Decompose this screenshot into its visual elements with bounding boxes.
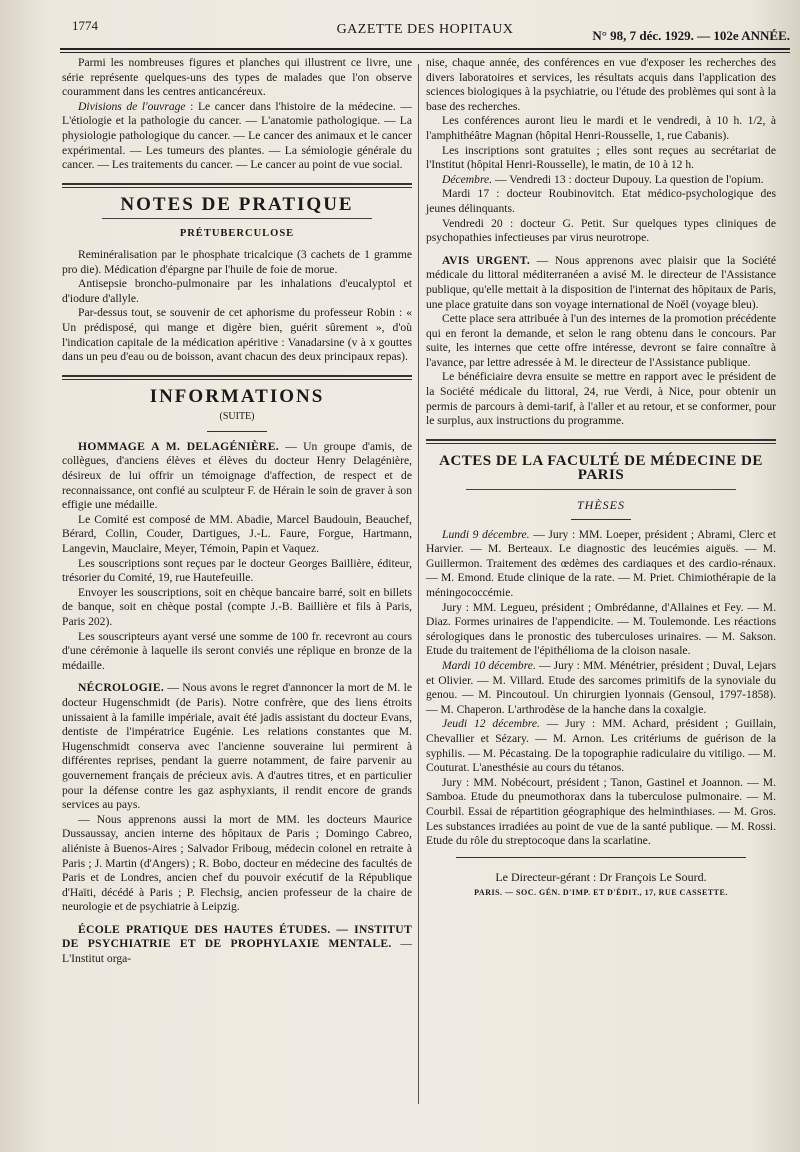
these-paragraph [426,659,776,717]
divisions-text: : Le cancer dans l'histoire de la médecine. — L'étiologie et la pathologie du cancer. — L'anatomie pathologique. — La physiologie pathologique du cancer. — Le cancer des animaux et le cancer expérimental. — Les tumeurs des plantes. — La sémiologie générale du cancer. — Les traitements du cancer. — Le cancer au point de vue social. [62,99,412,172]
notes-paragraph: Antisepsie broncho-pulmonaire par les inhalations d'eucalyptol et d'iodure d'allyle. [62,277,412,305]
avis-paragraph: Le bénéficiaire devra ensuite se mettre en rapport avec le président de la Société médicale du littoral, 24, rue Verdi, à Nice, pour obtenir un permis de parcours à demi-tarif, à l'aller et au retour, et se conformer, pour le surplus, aux instructions du programme. [426,370,776,428]
right-column [426,56,776,901]
avis-paragraph [426,254,776,312]
conference-paragraph: Les inscriptions sont gratuites ; elles sont reçues au secrétariat de l'Institut (hôpital Henri-Rousselle), le matin, de 10 à 12 h. [426,143,776,172]
these-text: — Jury : MM. Achard, président ; Guillain, Chevallier et Sézary. — M. Arnon. Les critériums de guérison de la syphilis. — M. Pécastaing. De la topographie radiculaire du vitiligo. — M. Couturat. L'anesthésie au cours du tétanos. [426,717,777,775]
avis-label: AVIS URGENT. [442,253,531,267]
ecole-continued: nise, chaque année, des conférences en vue d'exposer les recherches des divers laboratoires et services, les résultats acquis dans l'application des sciences biologiques à la psychiatrie, ou l'étude des problèmes qui sont à la base des recherches. [426,56,776,113]
notes-title: NOTES DE PRATIQUE [120,193,354,215]
header-rule [60,48,790,53]
these-paragraph: Jury : MM. Nobécourt, président ; Tanon, Gastinel et Joannon. — M. Samboa. Etude du pneumothorax dans la tuberculose pulmonaire. — M. Courbil. Essai de répartition géographique des helminthiases. — M. Gros. Les substances irradiées au point de vue de la santé publique. — M. Rossi. Etude du rôle du streptocoque dans la scarlatine. [426,775,776,848]
info-title: INFORMATIONS [149,385,325,407]
these-paragraph [426,717,776,775]
section-rule [62,183,412,188]
ecole-text: — L'Institut orga- [62,937,412,966]
short-rule [207,431,267,432]
necrologie-paragraph [62,681,412,812]
printer-line: PARIS. — SOC. GÉN. D'IMP. ET D'ÉDIT., 17, RUE CASSETTE. [474,888,728,898]
director-signature: Le Directeur-gérant : Dr François Le Sourd. [495,869,707,884]
these-paragraph [426,528,776,601]
notes-paragraph: Par-dessus tout, se souvenir de cet aphorisme du professeur Robin : « Un prédisposé, qui mange et digère bien, guérit sûrement », d'où l'indication capitale de la médication apéritive : Vanadarsine (v à x gouttes dans un peu d'eau ou de boisson, avant chacun des deux principaux repas). [62,306,412,364]
thin-rule [102,218,372,219]
these-paragraph: Jury : MM. Legueu, président ; Ombrédanne, d'Allaines et Fey. — M. Diaz. Formes urinaires de l'appendicite. — M. Toulemonde. Les réactions sérologiques dans le pronostic des tuberculoses urinaires. — M. Sakson. Etude du traitement de l'épithélioma de la cloison nasale. [426,600,776,658]
necrologie-label: NÉCROLOGIE. [78,681,165,695]
these-date: Mardi 10 décembre. [442,658,536,672]
hommage-paragraph: Le Comité est composé de MM. Abadie, Marcel Baudouin, Beauchef, Bérard, Collin, Couder, Dartigues, J.-L. Faure, Forgue, Hartmann, Langevin, Mauclaire, Meyer, Témoin, Papin et Vaquez. [62,512,412,556]
conference-paragraph: Vendredi 20 : docteur G. Petit. Sur quelques types cliniques de psychopathies infectieuses par virus neurotrope. [426,216,776,245]
avis-text: — Nous apprenons avec plaisir que la Société médicale du littoral méditerranéen a avisé M. le directeur de l'Assistance publique, qu'elle mettait à la disposition de l'internat des hôpitaux de Paris, une place gratuite dans son voyage international de Noël (voyage bleu). [426,253,776,311]
conference-paragraph: Les conférences auront lieu le mardi et le vendredi, à 10 h. 1/2, à l'amphithéâtre Magnan (hôpital Henri-Rousselle, 1, rue Cabanis). [426,114,776,142]
thin-rule [466,489,736,490]
page-header [60,18,790,44]
hommage-paragraph: Les souscripteurs ayant versé une somme de 100 fr. recevront au cours d'une cérémonie à laquelle ils seront conviés une réplique en bronze de la médaille. [62,629,412,672]
conference-paragraph: Mardi 17 : docteur Roubinovitch. Etat médico-psychologique des jeunes délinquants. [426,187,776,215]
these-date: Jeudi 12 décembre. [442,717,540,731]
page-number: 1774 [72,18,98,33]
december-text: — Vendredi 13 : docteur Dupouy. La question de l'opium. [492,172,764,186]
hommage-text: — Un groupe d'amis, de collègues, d'anciens élèves et élèves du docteur Henry Delagénière, désireux de lui offrir un témoignage d'affection, de respect et de reconnaissance, ont confié au sculpteur F. de Hérain le soin de graver à son effigie une médaille. [62,439,412,512]
issue-info: N° 98, 7 déc. 1929. — 102e ANNÉE. [592,28,790,43]
actes-title: ACTES DE LA FACULTÉ DE MÉDECINE DE PARIS [439,452,763,484]
ecole-label: ÉCOLE PRATIQUE DES HAUTES ÉTUDES. — INSTITUT DE PSYCHIATRIE ET DE PROPHYLAXIE MENTALE. [62,922,412,951]
avis-paragraph: Cette place sera attribuée à l'un des internes de la promotion précédente qui en feront la demande, et selon le rang obtenu dans le concours. Par suite, les internes que cette offre intéresse, devront se faire connaître à l'avance, par lettre adressée à M. le directeur de l'Assistance publique. [426,312,776,369]
intro-paragraph: Parmi les nombreuses figures et planches qui illustrent ce livre, une série représente quelques-uns des types de malades que l'on observe couramment dans les centres anticancéreux. [62,56,412,99]
column-divider [418,64,419,1104]
these-text: — Jury : MM. Loeper, président ; Abrami, Clerc et Harvier. — M. Berteaux. Le diagnostic des leucémies aiguës. — M. Guillermon. Traitement des œdèmes des cardiaques et des cardio-rénaux. — M. Emond. Etude clinique de la rate. — M. Priet. Chimiothérapie de la méningococcémie. [426,527,776,599]
divisions-paragraph [62,100,412,173]
short-rule [571,519,631,520]
ecole-paragraph [62,923,412,967]
section-rule [426,439,776,444]
necrologie-paragraph: — Nous apprenons aussi la mort de MM. les docteurs Maurice Dussaussay, ancien interne des hôpitaux de Paris ; Domingo Cabreo, aliéniste à Buenos-Aires ; Salvador Friboug, médecin colonel en retraite à Paris ; J. Martin (d'Angers) ; R. Bobo, docteur en médecine des facultés de Paris et de Londres, ancien chef du pouvoir exécutif de la République d'Haïti, décédé à Paris ; P. Flechsig, ancien professeur de la chaire de neurologie et de psychiatrie à Leipzig. [62,812,412,914]
necrologie-text: — Nous avons le regret d'annoncer la mort de M. le docteur Hugenschmidt (de Paris). Notre confrère, que des liens étroits unissaient à la famille impériale, avait été jadis assistant du docteur Evans, dentiste de l'impératrice Eugénie. Les relations constantes que M. Hugenschmidt conserva avec l'ancienne souveraine lui permirent à différentes reprises, pendant la guerre notamment, de faire parvenir au gouvernement français de précieux avis. A d'autres titres, et en particulier pour la défense contre les gaz asphyxiants, il rendit encore de grands services au pays. [62,681,412,812]
footer-rule [456,857,746,858]
info-suite: (SUITE) [219,411,255,423]
hommage-paragraph: Les souscriptions sont reçues par le docteur Georges Baillière, éditeur, trésorier du Comité, 19, rue Hautefeuille. [62,556,412,585]
spacer [426,246,776,254]
journal-title: GAZETTE DES HOPITAUX [336,22,514,37]
hommage-label: HOMMAGE A M. DELAGÉNIÈRE. [78,439,279,453]
december-label: Décembre. [442,172,493,186]
hommage-paragraph: Envoyer les souscriptions, soit en chèque bancaire barré, soit en billets de banque, soit en chèque postal (compte J.-B. Baillière et fils à Paris, Paris 202). [62,585,412,628]
notes-paragraph: Reminéralisation par le phosphate tricalcique (3 cachets de 1 gramme pro die). Médication d'épargne par l'huile de foie de morue. [62,247,412,276]
divisions-label: Divisions de l'ouvrage [78,99,186,113]
these-date: Lundi 9 décembre. [442,527,530,541]
notes-subtitle: PRÉTUBERCULOSE [179,228,295,240]
left-column [62,56,412,967]
hommage-paragraph [62,440,412,513]
these-text: — Jury : MM. Ménétrier, président ; Duval, Lejars et Olivier. — M. Villard. Etude des sarcomes primitifs de la synoviale du genou. — M. Pincoutoul. Un chirurgien lyonnais (Gensoul, 1797-1858). — M. Chaperon. L'arthrodèse de la hanche dans la coxalgie. [426,658,776,716]
section-rule [62,375,412,380]
spacer [62,915,412,923]
theses-title: THÈSES [577,498,625,513]
conference-paragraph [426,173,776,188]
